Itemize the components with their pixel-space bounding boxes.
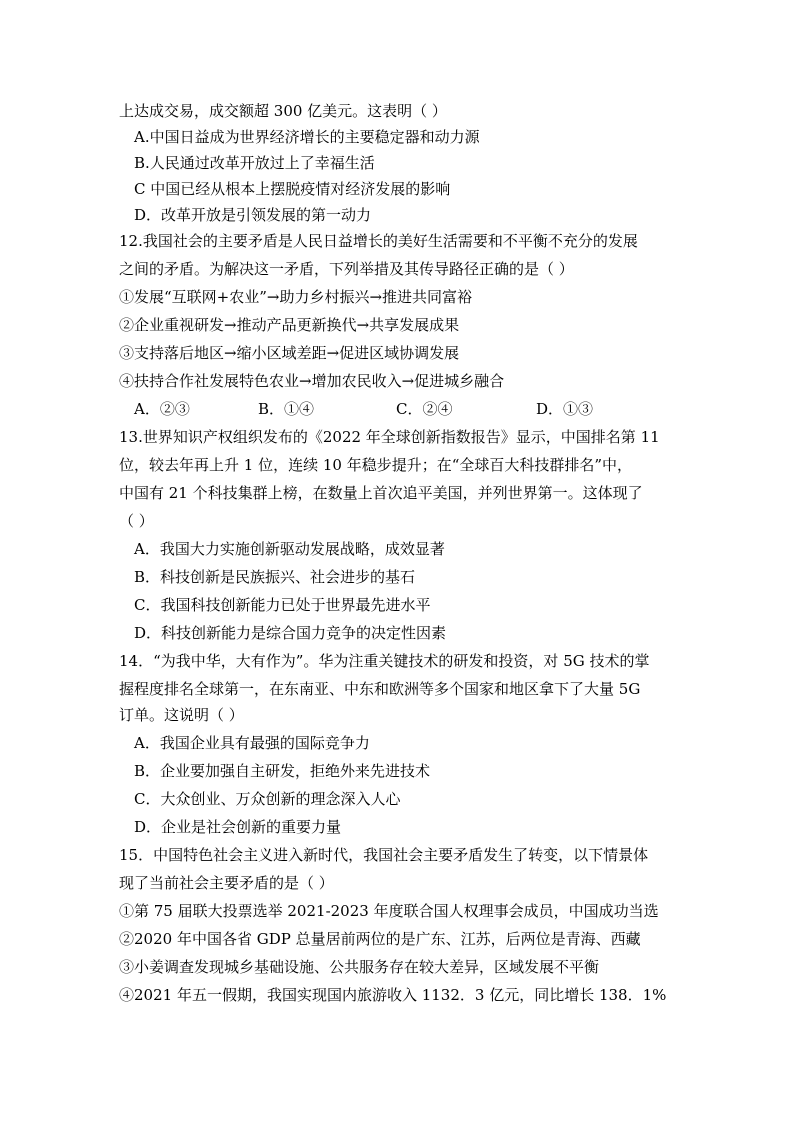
q15-statement-1: ①第 75 届联大投票选举 2021-2023 年度联合国人权理事会成员，中国成功当选 bbox=[119, 902, 659, 920]
q12-statement-2: ②企业重视研发→推动产品更新换代→共享发展成果 bbox=[119, 316, 460, 334]
q15-statement-2: ②2020 年中国各省 GDP 总量居前两位的是广东、江苏，后两位是青海、西藏 bbox=[119, 930, 641, 948]
q12-stem-line-2: 之间的矛盾。为解决这一矛盾，下列举措及其传导路径正确的是（ ） bbox=[119, 260, 574, 278]
q12-choice-a: A．②③ bbox=[134, 400, 190, 418]
q15-statement-3: ③小姜调查发现城乡基础设施、公共服务存在较大差异，区域发展不平衡 bbox=[119, 958, 600, 976]
q13-option-a: A．我国大力实施创新驱动发展战略，成效显著 bbox=[134, 540, 445, 558]
q13-stem-line-4: （ ） bbox=[119, 512, 154, 530]
q11-option-c: C 中国已经从根本上摆脱疫情对经济发展的影响 bbox=[134, 180, 451, 198]
q15-stem-line-2: 现了当前社会主要矛盾的是（ ） bbox=[119, 874, 334, 892]
q14-stem-line-1: 14．“为我中华，大有作为”。华为注重关键技术的研发和投资，对 5G 技术的掌 bbox=[119, 652, 650, 670]
q12-stem-line-1: 12.我国社会的主要矛盾是人民日益增长的美好生活需要和不平衡不充分的发展 bbox=[119, 232, 638, 250]
q13-option-c: C．我国科技创新能力已处于世界最先进水平 bbox=[134, 596, 431, 614]
q14-option-c: C．大众创业、万众创新的理念深入人心 bbox=[134, 790, 401, 808]
q15-stem-line-1: 15．中国特色社会主义进入新时代，我国社会主要矛盾发生了转变，以下情景体 bbox=[119, 846, 649, 864]
q14-option-d: D．企业是社会创新的重要力量 bbox=[134, 818, 342, 836]
q12-statement-4: ④扶持合作社发展特色农业→增加农民收入→促进城乡融合 bbox=[119, 372, 505, 390]
q13-stem-line-1: 13.世界知识产权组织发布的《2022 年全球创新指数报告》显示，中国排名第 11 bbox=[119, 428, 660, 446]
q11-option-a: A.中国日益成为世界经济增长的主要稳定器和动力源 bbox=[134, 128, 480, 146]
q14-stem-line-3: 订单。这说明（ ） bbox=[119, 706, 244, 724]
q13-option-d: D．科技创新能力是综合国力竞争的决定性因素 bbox=[134, 624, 447, 642]
q13-stem-line-3: 中国有 21 个科技集群上榜，在数量上首次追平美国，并列世界第一。这体现了 bbox=[119, 484, 643, 502]
q14-stem-line-2: 握程度排名全球第一，在东南亚、中东和欧洲等多个国家和地区拿下了大量 5G bbox=[119, 680, 641, 698]
q12-statement-1: ①发展“互联网+农业”→助力乡村振兴→推进共同富裕 bbox=[119, 288, 473, 306]
q13-option-b: B．科技创新是民族振兴、社会进步的基石 bbox=[134, 568, 416, 586]
q12-choice-b: B．①④ bbox=[258, 400, 315, 418]
q11-option-d: D．改革开放是引领发展的第一动力 bbox=[134, 206, 372, 224]
q11-stem-continuation: 上达成交易，成交额超 300 亿美元。这表明（ ） bbox=[119, 102, 447, 120]
q14-option-b: B．企业要加强自主研发，拒绝外来先进技术 bbox=[134, 762, 431, 780]
q14-option-a: A．我国企业具有最强的国际竞争力 bbox=[134, 734, 370, 752]
q15-statement-4: ④2021 年五一假期，我国实现国内旅游收入 1132．3 亿元，同比增长 138．1% bbox=[119, 986, 667, 1004]
q12-choice-d: D．①③ bbox=[536, 400, 594, 418]
q13-stem-line-2: 位，较去年再上升 1 位，连续 10 年稳步提升；在“全球百大科技群排名”中， bbox=[119, 456, 633, 474]
q12-statement-3: ③支持落后地区→缩小区域差距→促进区域协调发展 bbox=[119, 344, 460, 362]
q11-option-b: B.人民通过改革开放过上了幸福生活 bbox=[134, 154, 375, 172]
q12-choice-c: C．②④ bbox=[396, 400, 453, 418]
